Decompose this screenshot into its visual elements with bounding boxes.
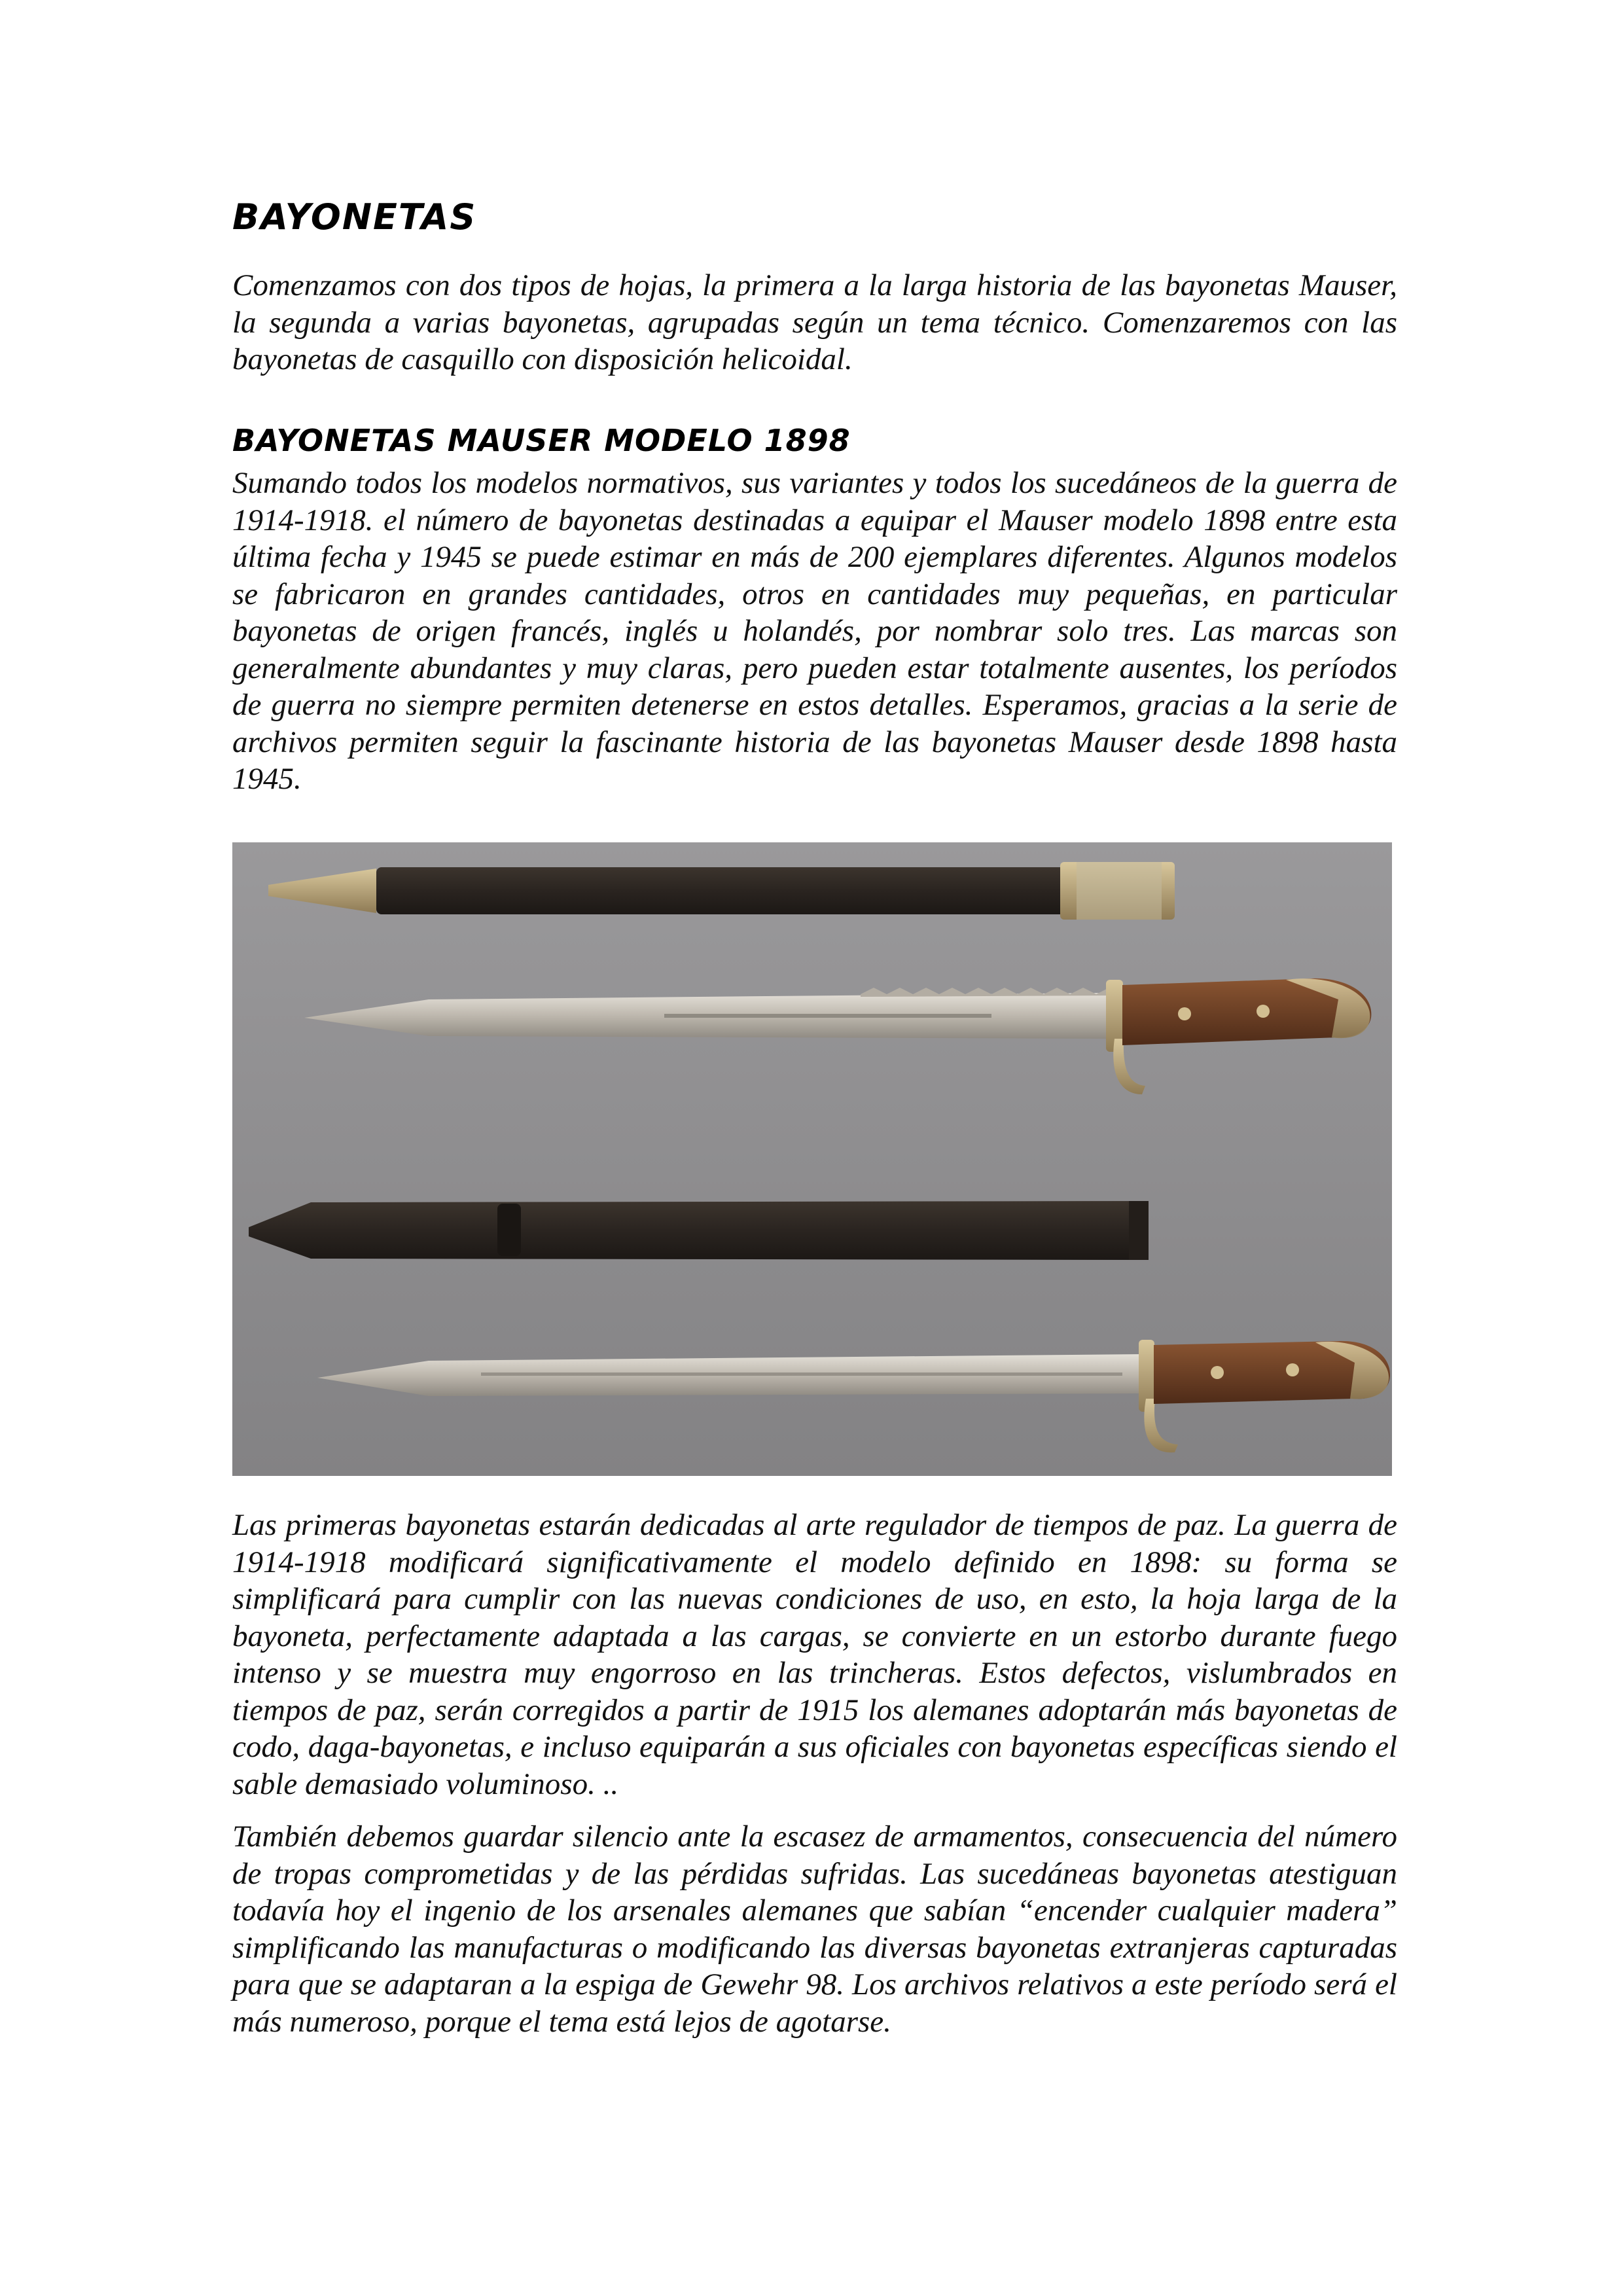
intro-paragraph: Comenzamos con dos tipos de hojas, la primera a la larga historia de las bayonetas Mauser, la segunda a varias bayonetas, agrupadas según un tema técnico. Comenzaremos con las bayonetas de casquillo con disposición helicoidal.	[232, 268, 1397, 376]
section-title: BAYONETAS MAUSER MODELO 1898	[232, 423, 851, 458]
page-heading: BAYONETAS	[232, 196, 477, 238]
section-paragraph: Sumando todos los modelos normativos, sus variantes y todos los sucedáneos de la guerra de 1914-1918. el número de bayonetas destinadas a equipar el Mauser modelo 1898 entre esta última fecha y 1945 se puede estimar en más de 200 ejemplares diferentes. Algunos modelos se fabricaron en grandes cantidades, otros en cantidades muy pequeñas, en particular bayonetas de origen francés, inglés u holandés, por nombrar solo tres. Las marcas son generalmente abundantes y muy claras, pero pueden estar totalmente ausentes, los períodos de guerra no siempre permiten detenerse en estos detalles. Esperamos, gracias a la serie de archivos permiten seguir la fascinante historia de las bayonetas Mauser desde 1898 hasta 1945.	[232, 466, 1397, 796]
body-paragraph-2: También debemos guardar silencio ante la escasez de armamentos, consecuencia del número de tropas comprometidas y de las pérdidas sufridas. Las sucedáneas bayonetas atestiguan todavía hoy el ingenio de los arsenales alemanes que sabían “encender cualquier madera” simplificando las manufacturas o modificando las diversas bayonetas extranjeras capturadas para que se adaptaran a la espiga de Gewehr 98. Los archivos relativos a este período será el más numeroso, porque el tema está lejos de agotarse.	[232, 1820, 1397, 2039]
scabbard-2	[249, 1201, 1149, 1260]
body-paragraph-1: Las primeras bayonetas estarán dedicadas al arte regulador de tiempos de paz. La guerra de 1914-1918 modificará significativamente el modelo definido en 1898: su forma se simplificará para cumplir con las nuevas condiciones de uso, en esto, la hoja larga de la bayoneta, perfectamente adaptada a las cargas, se convierte en un estorbo durante fuego intenso y se muestra muy engorroso en las trincheras. Estos defectos, vislumbrados en tiempos de paz, serán corregidos a partir de 1915 los alemanes adoptarán más bayonetas de codo, daga-bayonetas, e incluso equiparán a sus oficiales con bayonetas específicas siendo el sable demasiado voluminoso. ..	[232, 1508, 1397, 1801]
scabbard-1	[268, 862, 1175, 920]
bayonets-photo	[232, 842, 1392, 1476]
